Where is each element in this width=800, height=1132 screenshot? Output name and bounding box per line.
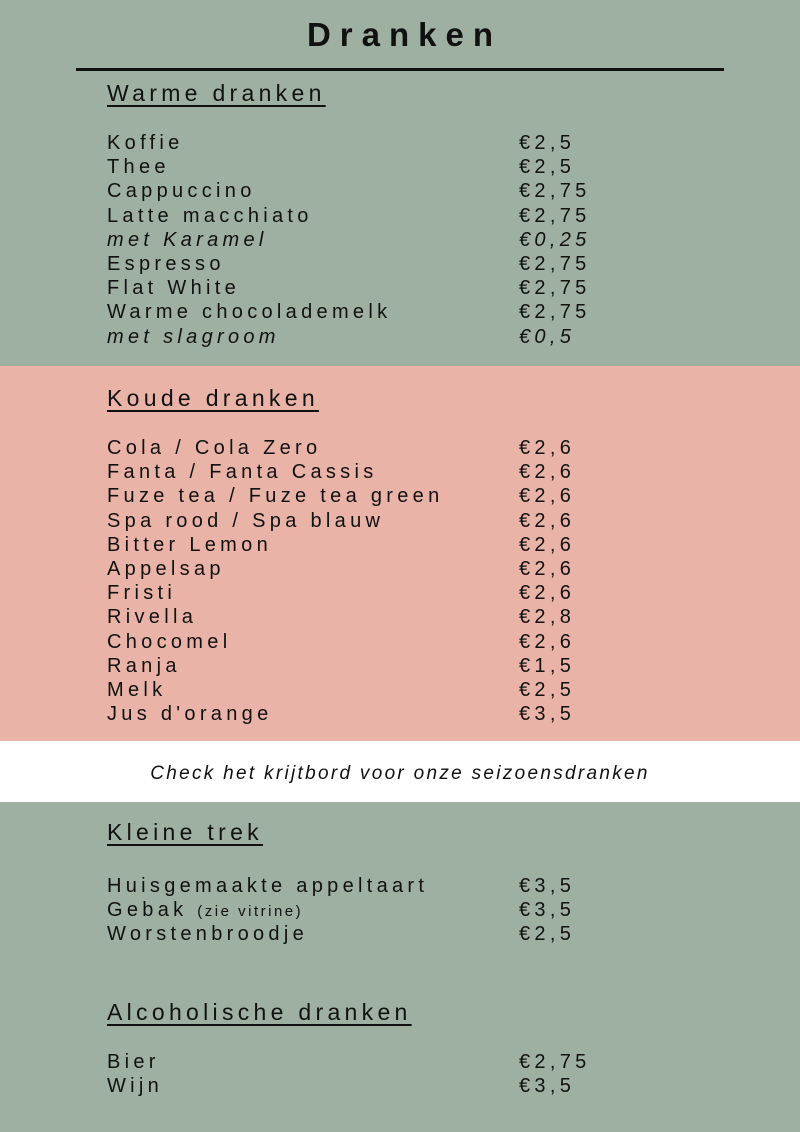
item-price: €3,5 <box>519 1075 576 1098</box>
item-price: €2,6 <box>519 582 576 605</box>
item-price: €2,5 <box>519 678 576 701</box>
item-name: Chocomel <box>107 630 232 653</box>
item-name: Spa rood / Spa blauw <box>107 509 385 532</box>
menu-item <box>107 702 767 726</box>
menu-item <box>107 204 767 228</box>
menu-list <box>107 436 767 726</box>
menu-item <box>107 509 767 533</box>
menu-item <box>107 131 767 155</box>
item-name: Thee <box>107 156 170 179</box>
item-price: €2,6 <box>519 630 576 653</box>
section-alcoholic-drinks <box>107 998 767 1098</box>
item-note: (zie vitrine) <box>197 903 304 921</box>
menu-list <box>107 131 767 349</box>
item-name: Latte macchiato <box>107 204 313 227</box>
menu-item <box>107 874 767 898</box>
section-heading: Kleine trek <box>107 819 263 845</box>
menu-item <box>107 605 767 629</box>
menu-item <box>107 276 767 300</box>
item-name: Gebak <box>107 899 188 922</box>
section-snacks <box>107 818 767 947</box>
item-name: Appelsap <box>107 557 225 580</box>
section-warm-drinks <box>107 79 767 349</box>
item-name: Cappuccino <box>107 180 256 203</box>
item-name: Bier <box>107 1051 160 1073</box>
item-price: €2,5 <box>519 923 576 946</box>
item-price: €0,25 <box>519 228 591 251</box>
item-price: €0,5 <box>519 325 576 348</box>
section-heading: Warme dranken <box>107 80 326 106</box>
menu-item <box>107 436 767 460</box>
item-name: Espresso <box>107 252 225 275</box>
item-price: €3,5 <box>519 703 576 726</box>
section-heading: Koude dranken <box>107 385 319 411</box>
item-price: €2,75 <box>519 301 591 324</box>
item-price: €3,5 <box>519 875 576 897</box>
item-price: €2,75 <box>519 252 591 275</box>
item-price: €3,5 <box>519 899 576 922</box>
title-divider <box>76 68 724 71</box>
item-name: Fanta / Fanta Cassis <box>107 461 378 484</box>
section-cold-drinks <box>107 384 767 726</box>
item-name: Melk <box>107 678 167 701</box>
menu-item-extra <box>107 228 767 252</box>
menu-item <box>107 1074 767 1098</box>
item-price: €2,6 <box>519 461 576 484</box>
item-name: Fristi <box>107 582 177 605</box>
menu-list <box>107 1050 767 1098</box>
item-name: Rivella <box>107 606 198 629</box>
menu-item <box>107 557 767 581</box>
item-name: Cola / Cola Zero <box>107 437 322 459</box>
menu-item <box>107 922 767 946</box>
menu-item-extra <box>107 325 767 349</box>
seasonal-drinks-banner: Check het krijtbord voor onze seizoensdranken <box>150 763 650 784</box>
item-price: €2,5 <box>519 156 576 179</box>
menu-item <box>107 678 767 702</box>
item-name: Jus d'orange <box>107 703 273 726</box>
item-price: €2,5 <box>519 132 576 154</box>
item-price: €2,75 <box>519 1051 591 1073</box>
item-name: Huisgemaakte appeltaart <box>107 875 429 897</box>
menu-item <box>107 898 767 922</box>
menu-item <box>107 460 767 484</box>
item-name: met Karamel <box>107 228 268 251</box>
item-price: €2,75 <box>519 277 591 300</box>
item-name: Wijn <box>107 1075 164 1098</box>
item-name: Bitter Lemon <box>107 533 272 556</box>
menu-item <box>107 654 767 678</box>
item-name: Flat White <box>107 277 241 300</box>
menu-item <box>107 179 767 203</box>
item-price: €1,5 <box>519 654 576 677</box>
item-name: Koffie <box>107 132 184 154</box>
menu-item <box>107 581 767 605</box>
item-price: €2,75 <box>519 180 591 203</box>
menu-item <box>107 300 767 324</box>
section-heading: Alcoholische dranken <box>107 999 412 1025</box>
menu-item <box>107 533 767 557</box>
menu-item <box>107 484 767 508</box>
item-name: met slagroom <box>107 325 280 348</box>
item-price: €2,75 <box>519 204 591 227</box>
menu-item <box>107 1050 767 1074</box>
item-price: €2,8 <box>519 606 576 629</box>
item-price: €2,6 <box>519 509 576 532</box>
item-name: Warme chocolademelk <box>107 301 392 324</box>
item-name: Worstenbroodje <box>107 923 309 946</box>
item-price: €2,6 <box>519 437 576 459</box>
item-name: Fuze tea / Fuze tea green <box>107 485 444 508</box>
menu-item <box>107 155 767 179</box>
item-price: €2,6 <box>519 485 576 508</box>
item-name: Ranja <box>107 654 181 677</box>
menu-item <box>107 252 767 276</box>
item-price: €2,6 <box>519 533 576 556</box>
menu-list <box>107 874 767 947</box>
item-price: €2,6 <box>519 557 576 580</box>
menu-item <box>107 630 767 654</box>
page-title: Dranken <box>306 16 503 53</box>
